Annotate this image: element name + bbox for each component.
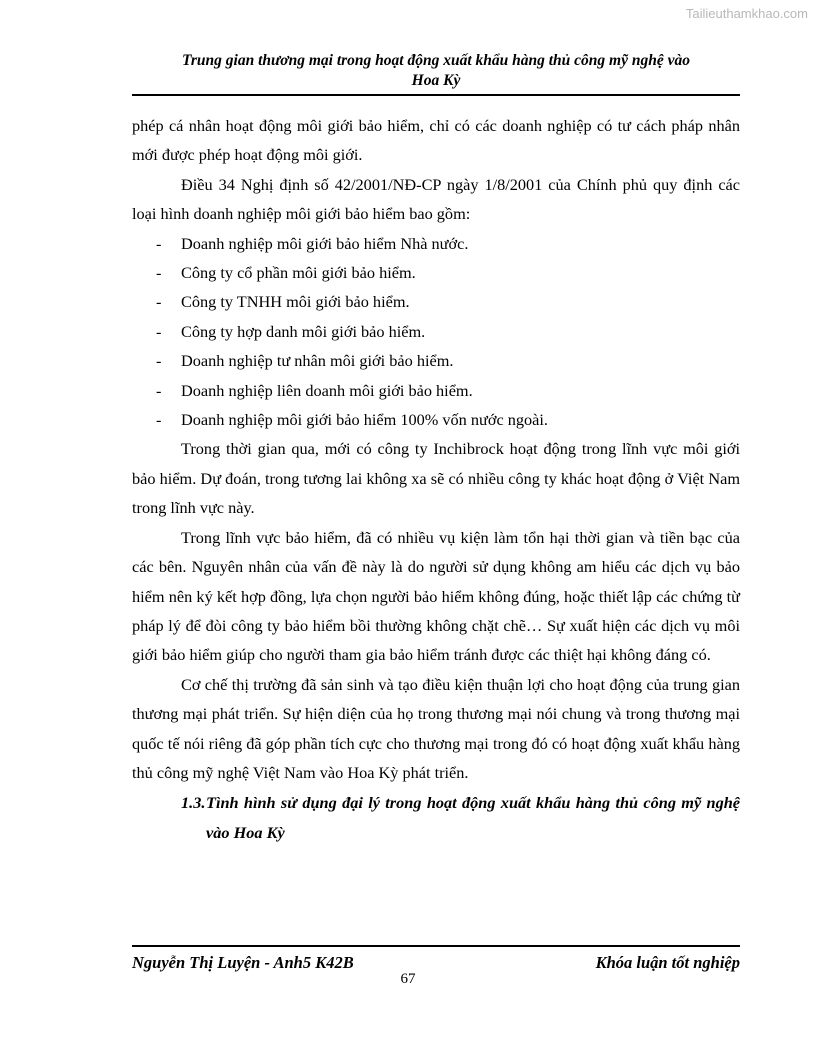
paragraph-3: Trong thời gian qua, mới có công ty Inchibrock hoạt động trong lĩnh vực môi giới bảo hiểm. Dự đoán, trong tương lai không xa sẽ có nhiều công ty khác hoạt động ở Việt Nam trong lĩnh vực này. [132,439,740,518]
list-item [132,317,740,346]
list-item [132,229,740,258]
page-number: 67 [400,971,416,987]
list-item [132,405,740,434]
paragraph-2: Điều 34 Nghị định số 42/2001/NĐ-CP ngày 1/8/2001 của Chính phủ quy định các loại hình doanh nghiệp môi giới bảo hiểm bao gồm: [132,174,740,224]
header-rule [132,94,740,96]
dash-marker: - [156,263,162,283]
dash-marker: - [156,233,162,253]
list-item-text: Công ty cổ phần môi giới bảo hiểm. [181,263,416,283]
list-item [132,376,740,405]
list-item-text: Doanh nghiệp môi giới bảo hiểm 100% vốn nước ngoài. [181,410,548,430]
page-body [132,111,740,847]
header-line-1: Trung gian thương mại trong hoạt động xuất khẩu hàng thủ công mỹ nghệ vào [181,52,690,69]
watermark: Tailieuthamkhao.com [685,6,808,21]
footer-doc-type: Khóa luận tốt nghiệp [595,953,740,972]
paragraph-5: Cơ chế thị trường đã sản sinh và tạo điều kiện thuận lợi cho hoạt động của trung gian thương mại phát triển. Sự hiện diện của họ trong thương mại nói chung và trong thương mại quốc tế nói riêng đã góp phần tích cực cho thương mại trong đó có hoạt động xuất khẩu hàng thủ công mỹ nghệ Việt Nam vào Hoa Kỳ phát triển. [132,674,740,782]
list-item [132,346,740,375]
dash-marker: - [156,351,162,371]
dash-marker: - [156,292,162,312]
list-item [132,258,740,287]
header-line-2: Hoa Kỳ [411,72,461,89]
list-item-text: Doanh nghiệp tư nhân môi giới bảo hiểm. [181,351,454,371]
list-item-text: Công ty hợp danh môi giới bảo hiểm. [181,321,426,341]
running-header [132,51,740,91]
list-item-text: Doanh nghiệp liên doanh môi giới bảo hiểm. [181,380,473,400]
enterprise-type-list [132,229,740,435]
footer-author: Nguyễn Thị Luyện - Anh5 K42B [132,953,354,972]
section-title: Tình hình sử dụng đại lý trong hoạt động xuất khẩu hàng thủ công mỹ nghệ vào Hoa Kỳ [206,793,740,842]
paragraph-1: phép cá nhân hoạt động môi giới bảo hiểm, chỉ có các doanh nghiệp có tư cách pháp nhân mới được phép hoạt động môi giới. [132,116,740,165]
section-number: 1.3. [181,793,206,813]
list-item-text: Doanh nghiệp môi giới bảo hiểm Nhà nước. [181,233,469,253]
dash-marker: - [156,410,162,430]
footer-rule [132,945,740,947]
list-item-text: Công ty TNHH môi giới bảo hiểm. [181,292,410,312]
section-heading [132,787,740,847]
list-item [132,287,740,316]
paragraph-4: Trong lĩnh vực bảo hiểm, đã có nhiều vụ kiện làm tổn hại thời gian và tiền bạc của các bên. Nguyên nhân của vấn đề này là do người sử dụng không am hiểu các dịch vụ bảo hiểm nên ký kết hợp đồng, lựa chọn người bảo hiểm không đúng, hoặc thiết lập các chứng từ pháp lý để đòi công ty bảo hiểm bồi thường không chặt chẽ… Sự xuất hiện các dịch vụ môi giới bảo hiểm giúp cho người tham gia bảo hiểm tránh được các thiệt hại không đáng có. [132,527,740,665]
dash-marker: - [156,321,162,341]
dash-marker: - [156,380,162,400]
